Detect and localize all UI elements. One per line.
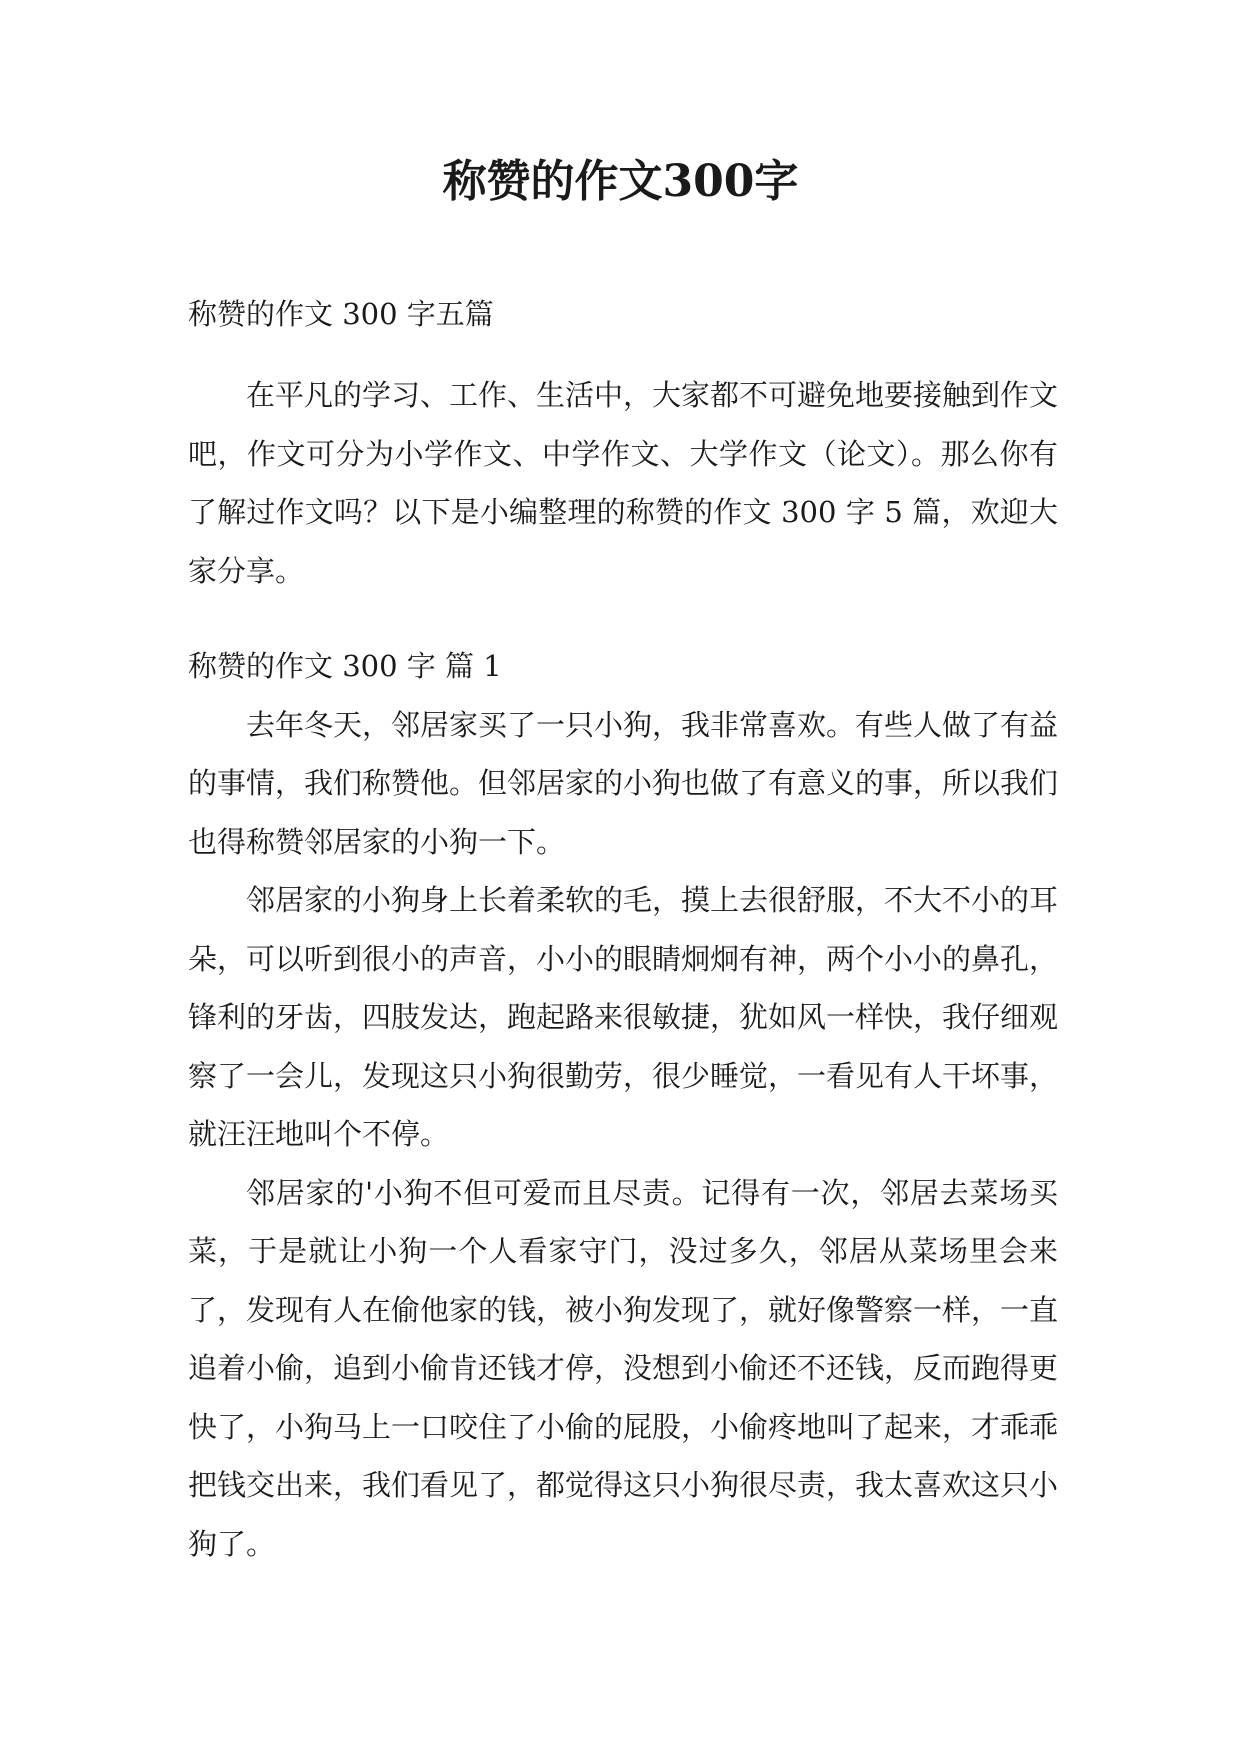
body-paragraph-3: 邻居家的'小狗不但可爱而且尽责。记得有一次，邻居去菜场买菜，于是就让小狗一个人看家守门，没过多久，邻居从菜场里会来了，发现有人在偷他家的钱，被小狗发现了，就好像警察一样，一直追着小偷，追到小偷肯还钱才停，没想到小偷还不还钱，反而跑得更快了，小狗马上一口咬住了小偷的屁股，小偷疼地叫了起来，才乖乖把钱交出来，我们看见了，都觉得这只小狗很尽责，我太喜欢这只小狗了。 xyxy=(188,1175,1059,1561)
section-heading: 称赞的作文 300 字 篇 1 xyxy=(188,649,502,683)
body-paragraph-1: 去年冬天，邻居家买了一只小狗，我非常喜欢。有些人做了有益的事情，我们称赞他。但邻居家的小狗也做了有意义的事，所以我们也得称赞邻居家的小狗一下。 xyxy=(188,707,1059,859)
document-subtitle: 称赞的作文 300 字五篇 xyxy=(188,297,494,331)
document-title: 称赞的作文300字 xyxy=(442,156,799,207)
body-paragraph-2: 邻居家的小狗身上长着柔软的毛，摸上去很舒服，不大不小的耳朵，可以听到很小的声音，小小的眼睛炯炯有神，两个小小的鼻孔，锋利的牙齿，四肢发达，跑起路来很敏捷，犹如风一样快，我仔细观察了一会儿，发现这只小狗很勤劳，很少睡觉，一看见有人干坏事，就汪汪地叫个不停。 xyxy=(188,883,1059,1151)
article-body xyxy=(188,637,1058,1573)
intro-block xyxy=(188,366,1058,600)
intro-paragraph: 在平凡的学习、工作、生活中，大家都不可避免地要接触到作文吧，作文可分为小学作文、中学作文、大学作文（论文）。那么你有了解过作文吗？以下是小编整理的称赞的作文 300 字 5 篇，欢迎大家分享。 xyxy=(188,378,1059,588)
